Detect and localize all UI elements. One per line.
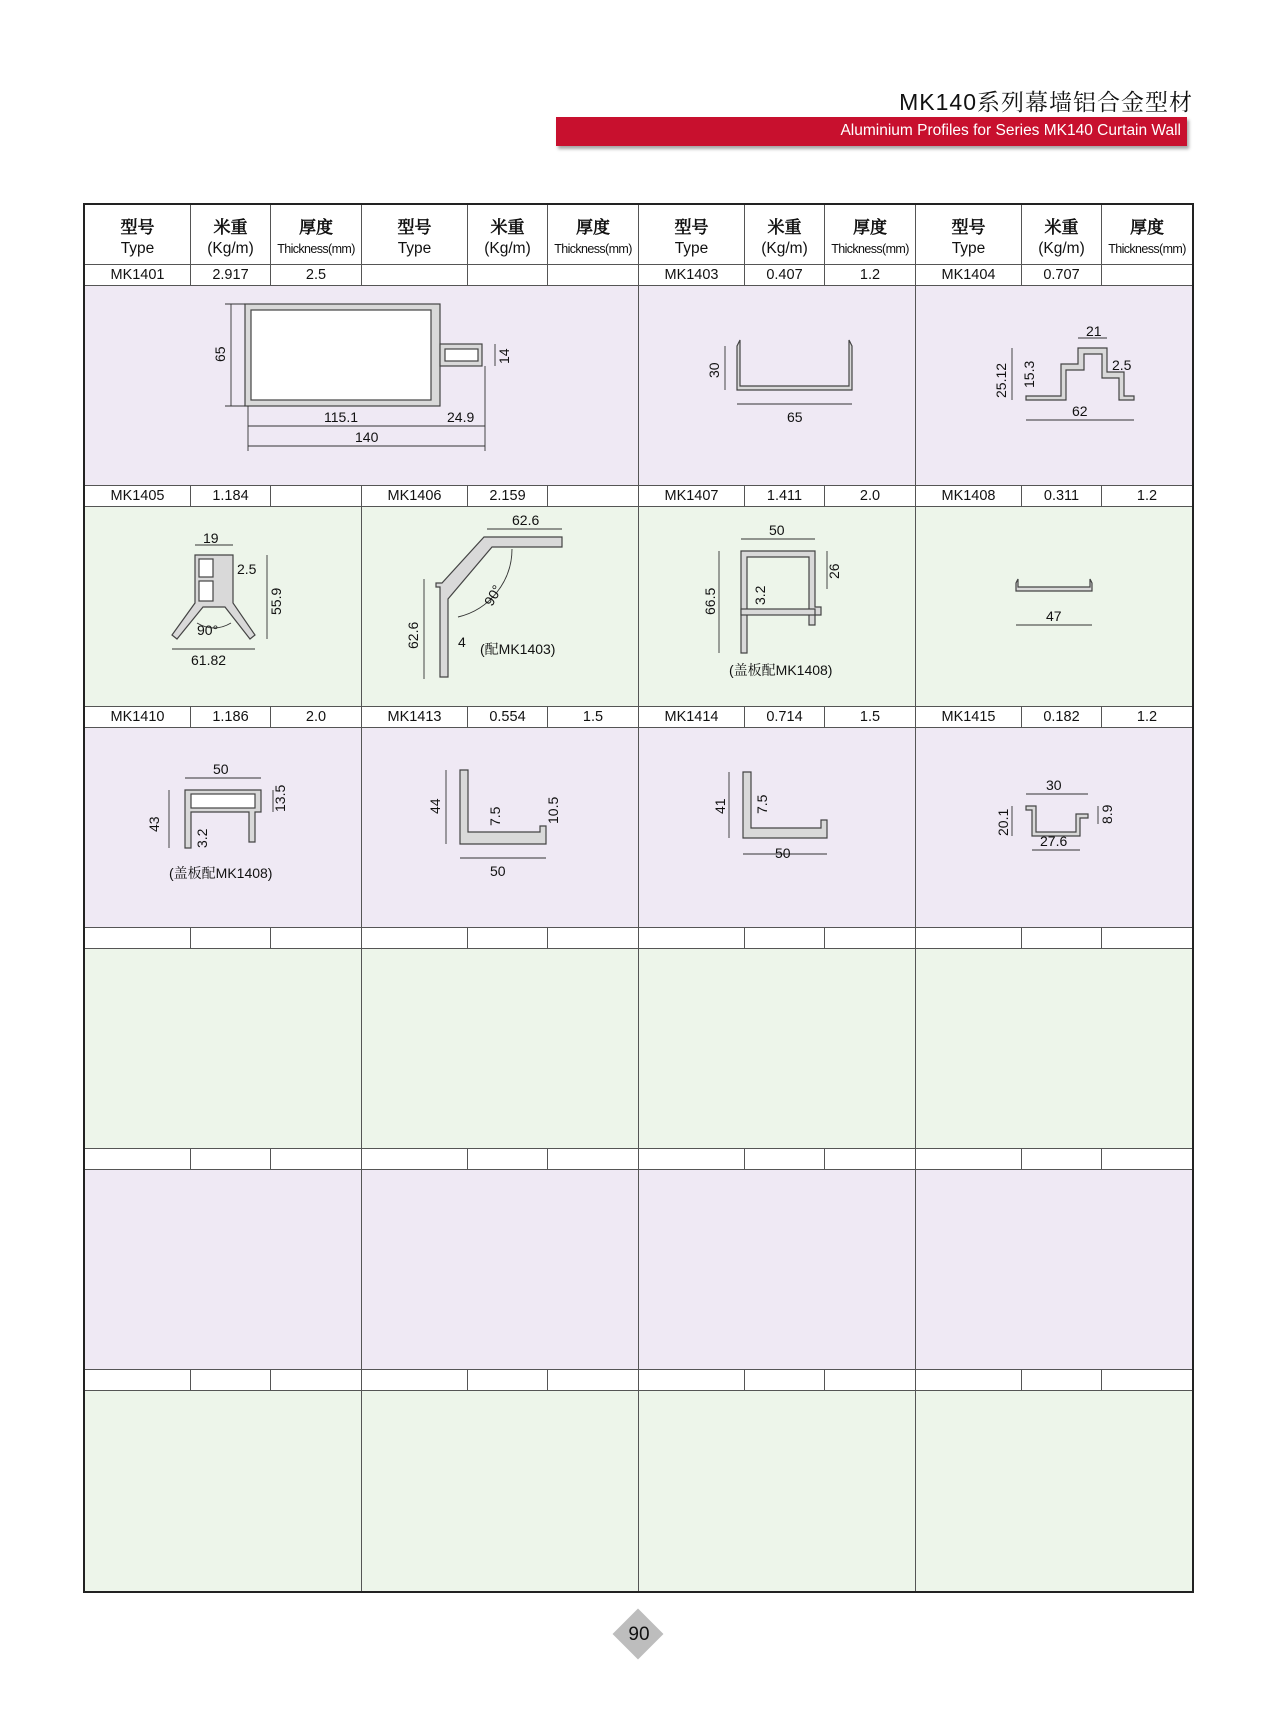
dim-d3: 66.5	[702, 587, 718, 615]
drawing-row	[85, 507, 1192, 706]
weight-cell: 2.159	[468, 486, 548, 507]
label-row	[85, 706, 1192, 728]
dim-d1: 30	[1046, 777, 1062, 793]
label-row	[85, 1148, 1192, 1170]
type-cell	[916, 928, 1022, 949]
mk1415-profile-drawing	[916, 728, 1192, 927]
thickness-cell: 2.0	[825, 486, 916, 507]
dim-d3: 43	[146, 816, 162, 832]
weight-cell	[745, 928, 825, 949]
type-cell: MK1403	[639, 265, 745, 286]
dim-d5: 62	[1072, 403, 1088, 419]
dim-d3: 55.9	[268, 587, 284, 615]
weight-cell	[191, 1370, 271, 1391]
type-cell	[362, 928, 468, 949]
weight-cell: 1.186	[191, 707, 271, 728]
type-cell: MK1406	[362, 486, 468, 507]
header-weight: 米重 (Kg/m)	[745, 205, 825, 265]
drawing-empty	[639, 1391, 916, 1591]
type-cell	[639, 1370, 745, 1391]
dim-d3: 8.9	[1099, 804, 1115, 824]
dim-d1: 44	[427, 798, 443, 814]
type-cell: MK1414	[639, 707, 745, 728]
type-cell	[916, 1370, 1022, 1391]
thickness-cell	[1102, 1149, 1192, 1170]
type-cell: MK1410	[85, 707, 191, 728]
weight-cell	[468, 928, 548, 949]
label-row	[85, 1369, 1192, 1391]
mk1407-profile-drawing	[639, 507, 915, 706]
mk1414-profile-drawing	[639, 728, 915, 927]
type-cell	[639, 928, 745, 949]
weight-cell: 0.182	[1022, 707, 1102, 728]
weight-cell	[191, 928, 271, 949]
drawing-row	[85, 949, 1192, 1148]
thickness-cell	[1102, 265, 1192, 286]
drawing-empty	[362, 1170, 639, 1369]
dim-d4: 27.6	[1040, 833, 1068, 849]
mk1413-profile-drawing	[362, 728, 638, 927]
dim-d3: 50	[775, 845, 791, 861]
label-row	[85, 927, 1192, 949]
dim-d4: 24.9	[447, 409, 475, 425]
type-cell: MK1405	[85, 486, 191, 507]
weight-cell	[1022, 1370, 1102, 1391]
type-cell	[639, 1149, 745, 1170]
thickness-cell	[825, 1149, 916, 1170]
type-cell	[362, 1149, 468, 1170]
header-thickness: 厚度 Thickness(mm)	[271, 205, 362, 265]
drawing-row	[85, 728, 1192, 927]
dim-d5: 140	[355, 429, 379, 445]
weight-cell	[468, 1149, 548, 1170]
mk1406-profile-drawing	[362, 507, 638, 706]
thickness-cell	[825, 1370, 916, 1391]
dim-d1: 21	[1086, 323, 1102, 339]
dim-d1: 47	[1046, 608, 1062, 624]
dim-d2: 2.5	[1112, 357, 1132, 373]
thickness-cell	[825, 928, 916, 949]
page-title-chinese: MK140系列幕墙铝合金型材	[899, 89, 1193, 115]
drawing-row	[85, 1391, 1192, 1591]
type-cell	[85, 1149, 191, 1170]
dim-d1: 65	[212, 346, 228, 362]
page-number-text: 90	[628, 1624, 650, 1645]
header-thickness: 厚度 Thickness(mm)	[1108, 218, 1186, 256]
header-weight: 米重 (Kg/m)	[1022, 205, 1102, 265]
mk1406-note: (配MK1403)	[480, 641, 556, 657]
type-cell: MK1415	[916, 707, 1022, 728]
mk1405-profile-drawing	[85, 507, 361, 706]
drawing-mk1404	[916, 286, 1193, 485]
dim-d2: 26	[826, 563, 842, 579]
drawing-mk1413	[362, 728, 639, 927]
page-title-english: Aluminium Profiles for Series MK140 Curtain Wall	[840, 122, 1181, 139]
page-number	[614, 1610, 664, 1660]
weight-cell	[191, 1149, 271, 1170]
header-type: 型号 Type	[639, 205, 745, 265]
header-type: 型号 Type	[85, 205, 191, 265]
dim-d2: 14	[496, 348, 512, 364]
label-row	[85, 485, 1192, 507]
dim-d1: 41	[712, 798, 728, 814]
drawing-mk1406	[362, 507, 639, 706]
weight-cell: 2.917	[191, 265, 271, 286]
dim-d1: 50	[213, 761, 229, 777]
thickness-cell	[271, 1149, 362, 1170]
drawing-empty	[362, 949, 639, 1148]
profile-table	[83, 203, 1194, 1593]
dim-d3: 25.12	[993, 362, 1009, 398]
thickness-cell	[548, 486, 639, 507]
mk1410-note: (盖板配MK1408)	[169, 865, 273, 881]
dim-d4: 50	[490, 863, 506, 879]
mk1404-profile-drawing	[916, 286, 1192, 485]
thickness-cell: 1.5	[548, 707, 639, 728]
drawing-mk1410	[85, 728, 362, 927]
thickness-cell	[548, 1370, 639, 1391]
drawing-mk1405	[85, 507, 362, 706]
dim-d4: 3.2	[752, 585, 768, 605]
thickness-cell	[1102, 1370, 1192, 1391]
dim-d1: 30	[706, 362, 722, 378]
dim-d4: 15.3	[1021, 360, 1037, 388]
title-banner	[556, 117, 1187, 146]
weight-cell	[1022, 1149, 1102, 1170]
dim-d3: 62.6	[405, 621, 421, 649]
type-cell	[85, 1370, 191, 1391]
dim-d4: 4	[458, 634, 466, 650]
type-cell	[85, 928, 191, 949]
dim-d2: 2.5	[237, 561, 257, 577]
type-cell	[362, 1370, 468, 1391]
dim-d1: 19	[203, 530, 219, 546]
dim-d2: 7.5	[487, 806, 503, 826]
type-cell: MK1401	[85, 265, 191, 286]
drawing-empty	[362, 1391, 639, 1591]
label-row	[85, 264, 1192, 286]
thickness-cell: 2.0	[271, 707, 362, 728]
weight-cell: 0.714	[745, 707, 825, 728]
thickness-cell	[271, 1370, 362, 1391]
mk1401-profile-drawing	[85, 286, 638, 485]
dim-d4: 90°	[197, 622, 219, 638]
mk1408-profile-drawing	[916, 507, 1192, 706]
dim-d4: 3.2	[194, 828, 210, 848]
thickness-cell: 1.2	[1136, 488, 1158, 504]
drawing-empty	[639, 1170, 916, 1369]
drawing-mk1403	[639, 286, 916, 485]
dim-d1: 50	[769, 522, 785, 538]
thickness-cell	[548, 1149, 639, 1170]
drawing-empty	[916, 1170, 1193, 1369]
drawing-empty	[916, 949, 1193, 1148]
type-cell: MK1408	[916, 486, 1022, 507]
type-cell: MK1407	[639, 486, 745, 507]
thickness-cell: 1.2	[1136, 709, 1158, 725]
weight-cell	[468, 1370, 548, 1391]
dim-d2: 20.1	[995, 808, 1011, 836]
thickness-cell	[1102, 928, 1192, 949]
header-thickness: 厚度 Thickness(mm)	[548, 205, 639, 265]
thickness-cell	[548, 928, 639, 949]
drawing-mk1415	[916, 728, 1193, 927]
type-cell: MK1413	[362, 707, 468, 728]
header-weight: 米重 (Kg/m)	[191, 205, 271, 265]
dim-d2: 7.5	[754, 794, 770, 814]
header-weight: 米重 (Kg/m)	[468, 205, 548, 265]
weight-cell	[1022, 928, 1102, 949]
table-header	[85, 205, 1192, 266]
type-cell	[362, 265, 468, 286]
type-cell: MK1404	[916, 265, 1022, 286]
thickness-cell	[548, 265, 639, 286]
weight-cell	[468, 265, 548, 286]
thickness-cell: 2.5	[271, 265, 362, 286]
weight-cell: 0.707	[1022, 265, 1102, 286]
thickness-cell	[271, 928, 362, 949]
drawing-empty	[85, 1170, 362, 1369]
drawing-mk1401	[85, 286, 639, 485]
header-thickness: 厚度 Thickness(mm)	[825, 205, 916, 265]
thickness-cell: 1.5	[825, 707, 916, 728]
dim-d3: 115.1	[324, 409, 358, 425]
weight-cell: 1.184	[191, 486, 271, 507]
thickness-cell	[271, 486, 362, 507]
dim-d3: 10.5	[545, 796, 561, 824]
drawing-empty	[916, 1391, 1193, 1591]
weight-cell: 0.554	[468, 707, 548, 728]
drawing-mk1414	[639, 728, 916, 927]
dim-d2: 65	[787, 409, 803, 425]
mk1403-profile-drawing	[639, 286, 915, 485]
drawing-empty	[85, 1391, 362, 1591]
weight-cell	[745, 1370, 825, 1391]
mk1410-profile-drawing	[85, 728, 361, 927]
drawing-row	[85, 1170, 1192, 1369]
drawing-empty	[639, 949, 916, 1148]
weight-cell: 0.311	[1022, 486, 1102, 507]
dim-d1: 62.6	[512, 512, 540, 528]
dim-d5: 61.82	[191, 652, 227, 668]
header-type: 型号 Type	[916, 205, 1022, 265]
mk1407-note: (盖板配MK1408)	[729, 662, 833, 678]
type-cell	[916, 1149, 1022, 1170]
dim-d2: 13.5	[272, 784, 288, 812]
dim-d2: 90°	[480, 582, 506, 609]
drawing-row	[85, 286, 1192, 485]
thickness-cell: 1.2	[825, 265, 916, 286]
weight-cell: 0.407	[745, 265, 825, 286]
header-type: 型号 Type	[362, 205, 468, 265]
drawing-mk1408	[916, 507, 1193, 706]
drawing-empty	[85, 949, 362, 1148]
weight-cell: 1.411	[745, 486, 825, 507]
drawing-mk1407	[639, 507, 916, 706]
weight-cell	[745, 1149, 825, 1170]
